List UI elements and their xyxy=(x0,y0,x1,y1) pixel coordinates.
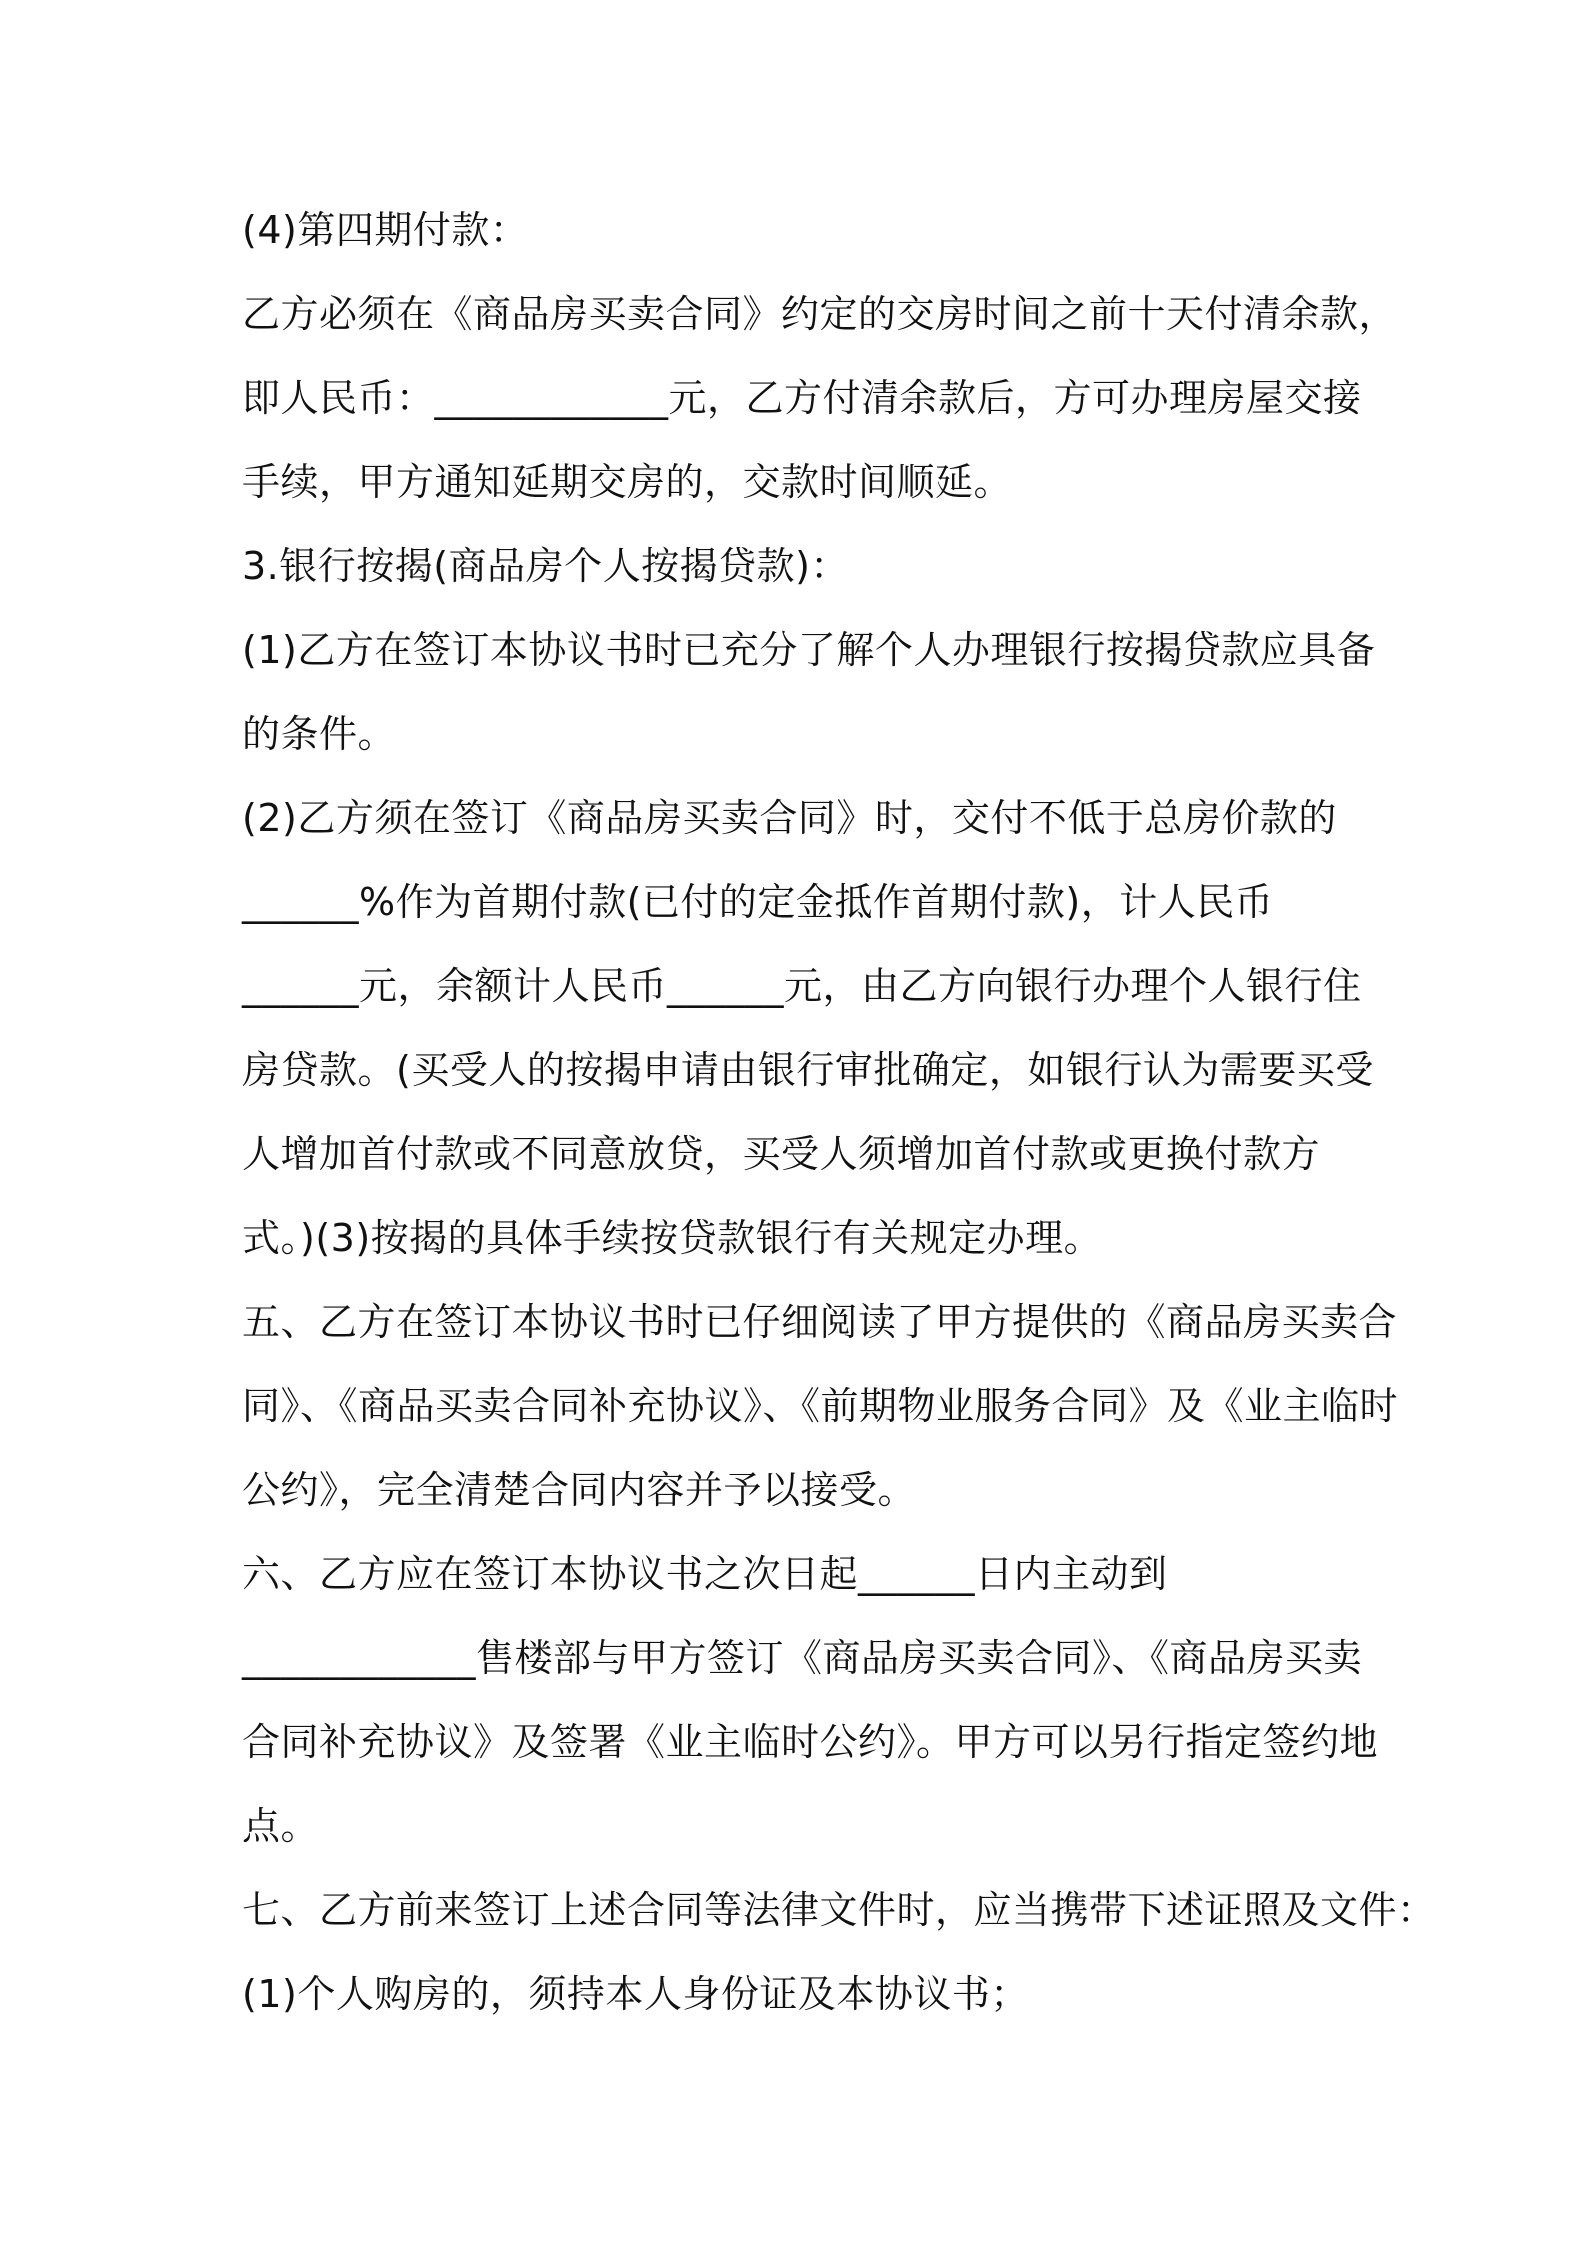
text-line: 点。 xyxy=(242,1804,320,1848)
text-line: (2)乙方须在签订《商品房买卖合同》时，交付不低于总房价款的 xyxy=(242,796,1337,840)
text-line: ____________售楼部与甲方签订《商品房买卖合同》、《商品房买卖 xyxy=(242,1636,1363,1680)
section-heading: 五、乙方在签订本协议书时已仔细阅读了甲方提供的《商品房买卖合 xyxy=(242,1300,1398,1344)
text-line: 式。)(3)按揭的具体手续按贷款银行有关规定办理。 xyxy=(242,1216,1103,1260)
text-line: 即人民币：____________元，乙方付清余款后，方可办理房屋交接 xyxy=(242,376,1362,420)
section-heading: 3.银行按揭(商品房个人按揭贷款)： xyxy=(242,544,849,588)
section-heading: 六、乙方应在签订本协议书之次日起______日内主动到 xyxy=(242,1552,1168,1596)
text-line: 人增加首付款或不同意放贷，买受人须增加首付款或更换付款方 xyxy=(242,1132,1321,1176)
text-line: 手续，甲方通知延期交房的，交款时间顺延。 xyxy=(242,460,1013,504)
text-line: 合同补充协议》及签署《业主临时公约》。甲方可以另行指定签约地 xyxy=(242,1720,1379,1764)
text-line: 的条件。 xyxy=(242,712,397,756)
text-line: (1)乙方在签订本协议书时已充分了解个人办理银行按揭贷款应具备 xyxy=(242,628,1376,672)
text-line: ______元，余额计人民币______元，由乙方向银行办理个人银行住 xyxy=(242,964,1362,1008)
text-line: ______%作为首期付款(已付的定金抵作首期付款)，计人民币 xyxy=(242,880,1274,924)
text-line: 乙方必须在《商品房买卖合同》约定的交房时间之前十天付清余款， xyxy=(242,292,1398,336)
text-line: 公约》，完全清楚合同内容并予以接受。 xyxy=(242,1468,917,1512)
text-line: 房贷款。(买受人的按揭申请由银行审批确定，如银行认为需要买受 xyxy=(242,1048,1374,1092)
section-heading: 七、乙方前来签订上述合同等法律文件时，应当携带下述证照及文件： xyxy=(242,1888,1436,1932)
text-line: (1)个人购房的，须持本人身份证及本协议书； xyxy=(242,1972,1029,2016)
text-line: (4)第四期付款： xyxy=(242,208,529,252)
text-line: 同》、《商品买卖合同补充协议》、《前期物业服务合同》及《业主临时 xyxy=(242,1384,1399,1428)
